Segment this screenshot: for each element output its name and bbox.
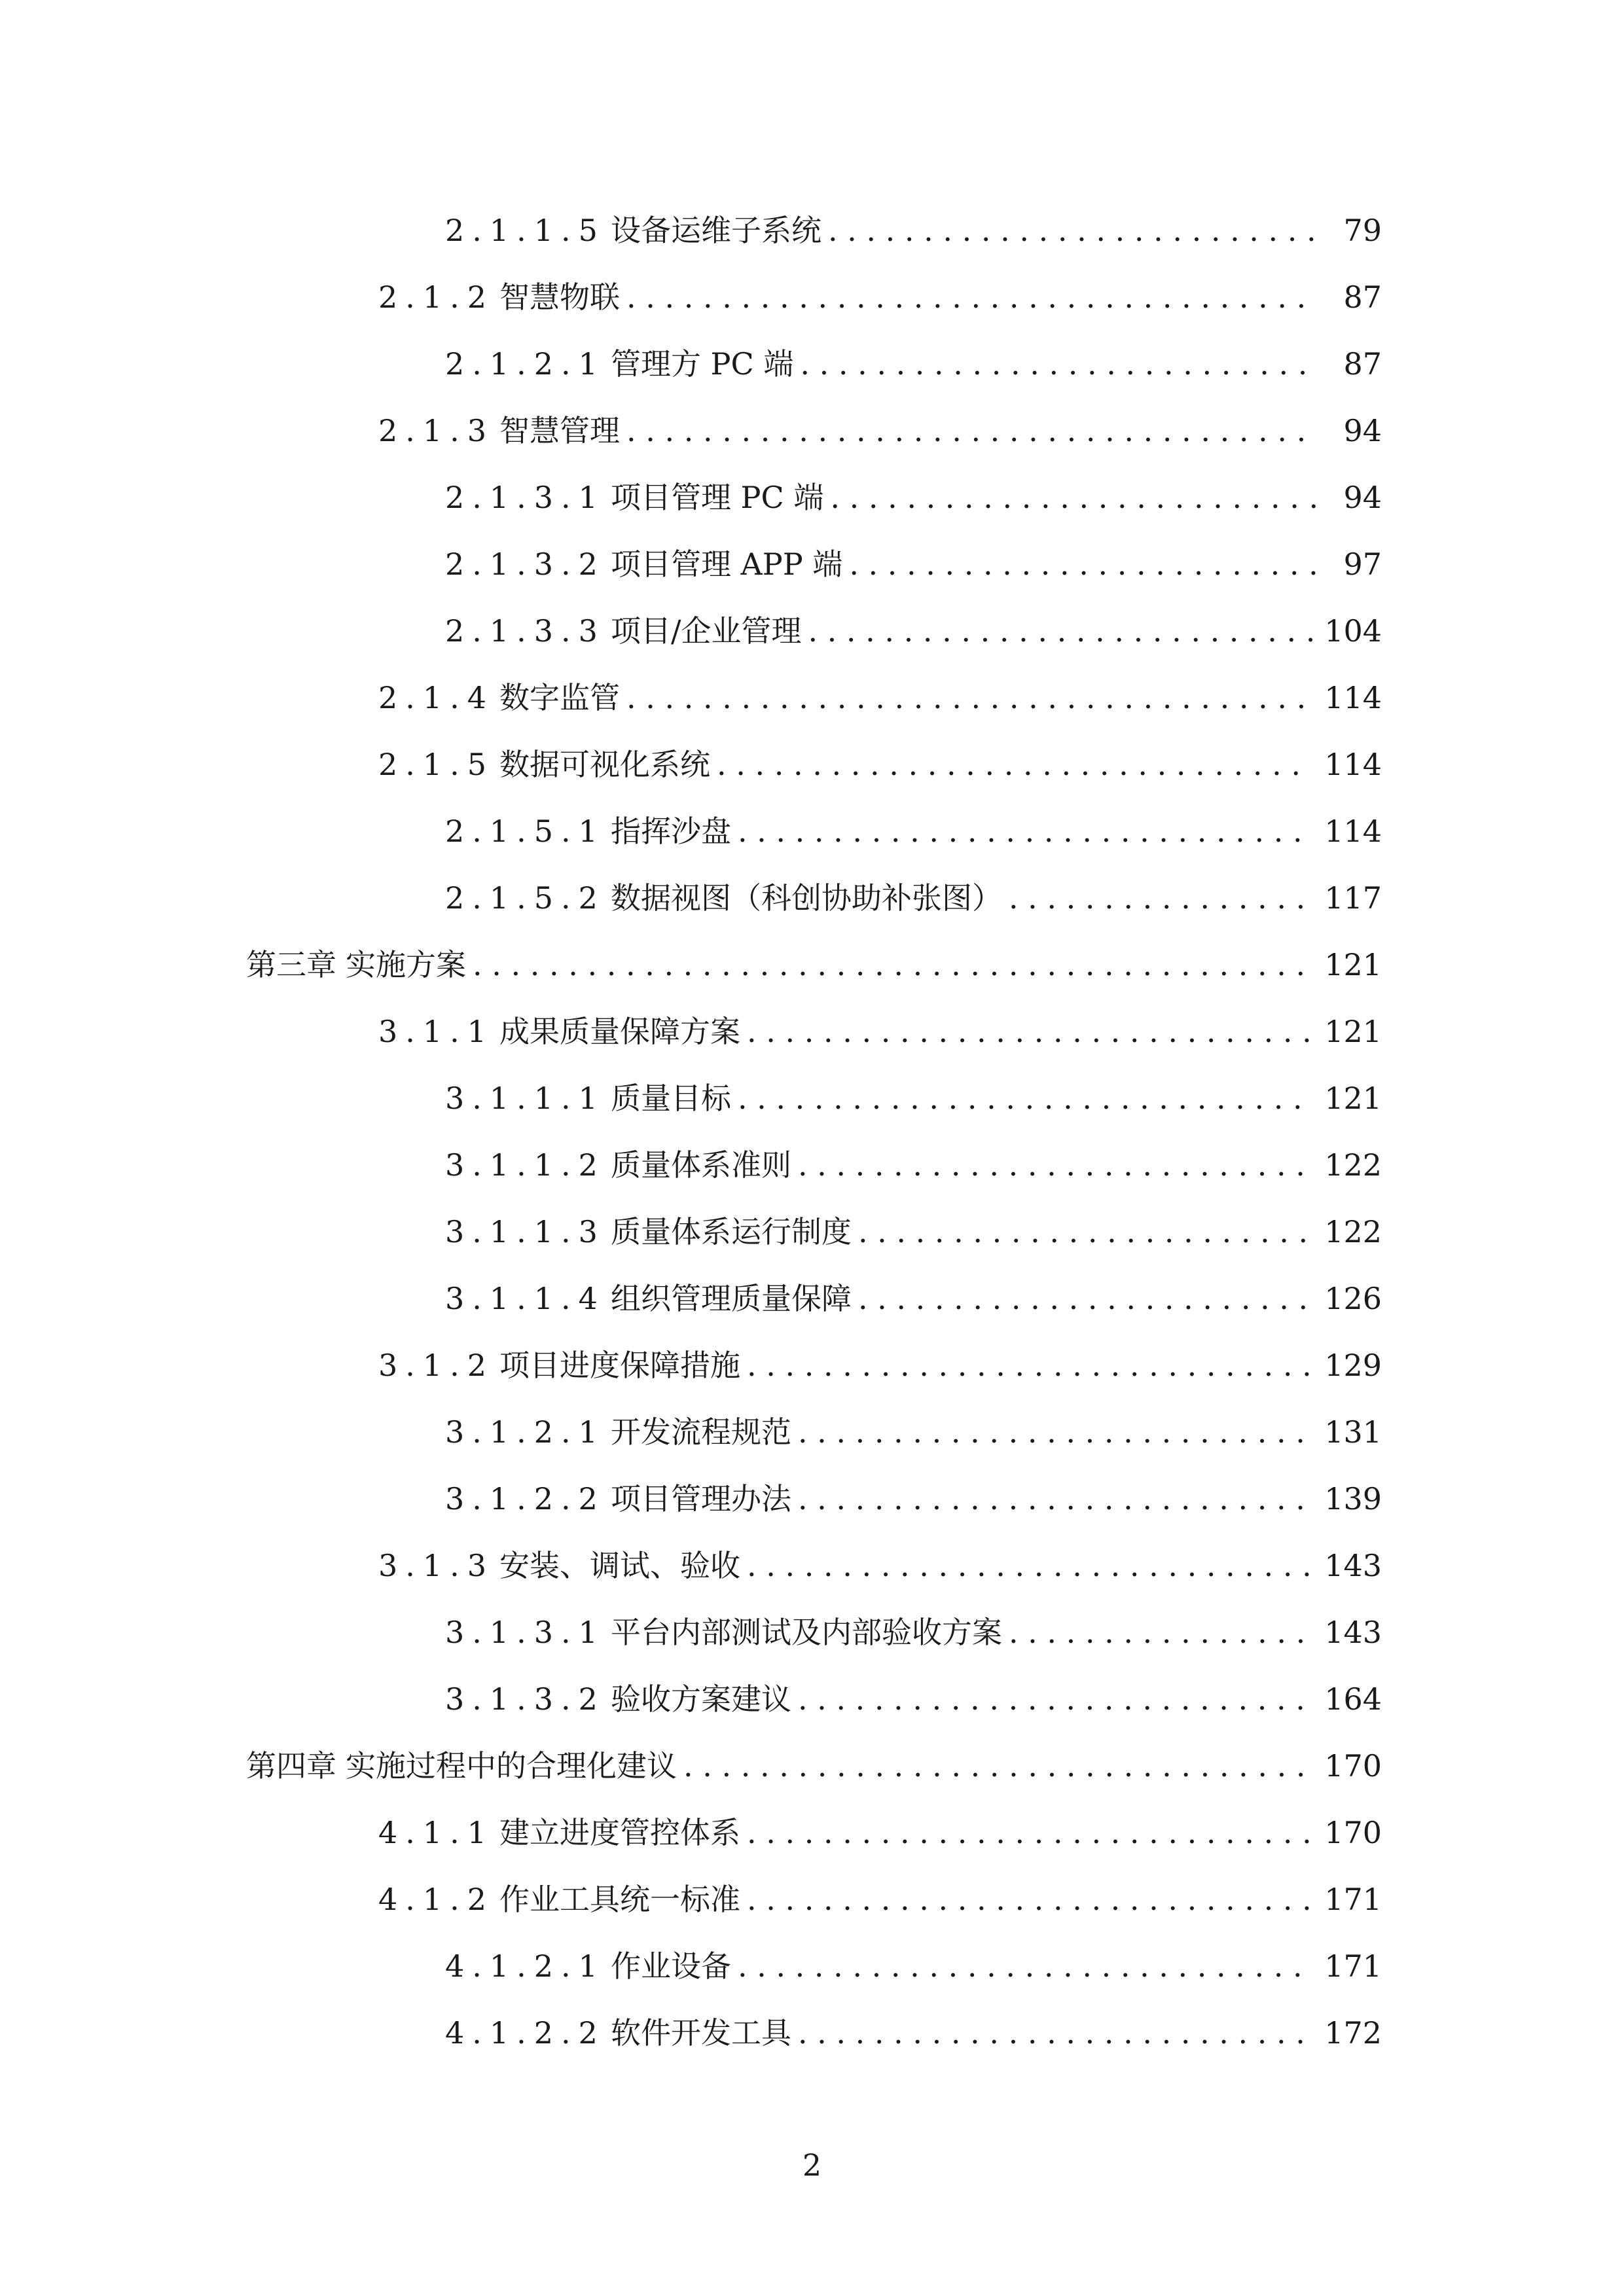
- toc-entry-page: 87: [1343, 346, 1382, 382]
- toc-entry-title: 管理方 PC 端: [610, 346, 794, 382]
- toc-entry-title: 组织管理质量保障: [610, 1281, 852, 1316]
- toc-entry-page: 97: [1343, 547, 1382, 582]
- toc-entry-page: 79: [1343, 213, 1382, 248]
- toc-entry-number: 2.1.3: [378, 413, 495, 448]
- toc-entry-number: 2.1.3.2: [445, 547, 605, 582]
- toc-dot-leader: [858, 1275, 1312, 1322]
- toc-entry-page: 104: [1324, 613, 1382, 649]
- toc-entry[interactable]: [378, 1008, 1382, 1055]
- toc-dot-leader: [626, 674, 1312, 721]
- toc-entry-number: 4.1.2: [378, 1882, 495, 1917]
- toc-entry-title: 质量目标: [610, 1081, 731, 1116]
- toc-entry[interactable]: [378, 1342, 1382, 1389]
- toc-entry-number: 2.1.5.2: [445, 880, 605, 916]
- toc-entry-title: 项目管理 APP 端: [610, 547, 843, 582]
- toc-entry-number: 3.1.2.1: [445, 1414, 605, 1450]
- toc-dot-leader: [830, 474, 1318, 521]
- toc-entry-page: 164: [1324, 1681, 1382, 1717]
- toc-entry-number: 2.1.3.1: [445, 480, 605, 515]
- toc-dot-leader: [626, 407, 1318, 454]
- toc-entry-page: 126: [1324, 1281, 1382, 1316]
- toc-entry-number: 3.1.3.1: [445, 1615, 605, 1650]
- toc-entry-number: 3.1.3: [378, 1548, 495, 1583]
- toc-entry-page: 114: [1324, 814, 1382, 849]
- toc-dot-leader: [798, 1408, 1312, 1456]
- toc-entry[interactable]: [445, 1208, 1382, 1255]
- toc-dot-leader: [738, 1943, 1312, 1990]
- toc-entry-title: 成果质量保障方案: [499, 1014, 741, 1049]
- toc-entry-number: 4.1.1: [378, 1815, 495, 1850]
- toc-entry[interactable]: [378, 741, 1382, 788]
- toc-entry-number: 2.1.2.1: [445, 346, 605, 382]
- toc-entry[interactable]: [445, 474, 1382, 521]
- toc-entry-title: 项目管理 PC 端: [610, 480, 824, 515]
- toc-entry-number: 2.1.1.5: [445, 213, 605, 248]
- toc-entry-title: 智慧管理: [499, 413, 621, 448]
- toc-entry-title: 安装、调试、验收: [499, 1548, 741, 1583]
- toc-dot-leader: [683, 1742, 1312, 1789]
- toc-entry[interactable]: [445, 207, 1382, 254]
- toc-entry-number: 3.1.2.2: [445, 1481, 605, 1516]
- toc-entry-number: 3.1.1.2: [445, 1147, 605, 1183]
- toc-entry-number: 2.1.4: [378, 680, 495, 715]
- toc-dot-leader: [747, 1542, 1312, 1589]
- toc-entry[interactable]: [445, 1475, 1382, 1522]
- toc-entry-number: 2.1.2: [378, 279, 495, 315]
- toc-entry-number: 4.1.2.1: [445, 1948, 605, 1984]
- toc-entry-number: 3.1.2: [378, 1348, 495, 1383]
- toc-entry[interactable]: [445, 2009, 1382, 2056]
- toc-entry-title: 智慧物联: [499, 279, 621, 315]
- toc-entry-page: 87: [1343, 279, 1382, 315]
- toc-entry-page: 121: [1324, 1081, 1382, 1116]
- toc-dot-leader: [849, 541, 1318, 588]
- toc-entry-page: 143: [1324, 1615, 1382, 1650]
- toc-entry-title: 作业设备: [610, 1948, 731, 1984]
- toc-entry-title: 建立进度管控体系: [499, 1815, 741, 1850]
- toc-entry-number: 第四章: [246, 1748, 336, 1784]
- toc-dot-leader: [747, 1342, 1312, 1389]
- toc-entry-page: 94: [1343, 413, 1382, 448]
- toc-dot-leader: [747, 1008, 1312, 1055]
- toc-entry-number: 4.1.2.2: [445, 2015, 605, 2051]
- toc-entry[interactable]: [378, 674, 1382, 721]
- toc-entry-title: 质量体系运行制度: [610, 1214, 852, 1249]
- toc-dot-leader: [798, 1475, 1312, 1522]
- toc-entry-number: 3.1.1: [378, 1014, 495, 1049]
- toc-entry-title: 开发流程规范: [610, 1414, 791, 1450]
- toc-dot-leader: [808, 607, 1312, 655]
- toc-entry[interactable]: [378, 1809, 1382, 1856]
- toc-entry[interactable]: [378, 407, 1382, 454]
- toc-entry-title: 项目/企业管理: [610, 613, 802, 649]
- toc-entry[interactable]: [378, 274, 1382, 321]
- toc-entry-page: 131: [1324, 1414, 1382, 1450]
- toc-entry-page: 94: [1343, 480, 1382, 515]
- toc-entry-number: 3.1.1.3: [445, 1214, 605, 1249]
- toc-entry[interactable]: [445, 1408, 1382, 1456]
- toc-entry-title: 实施方案: [346, 947, 466, 982]
- toc-entry-page: 172: [1324, 2015, 1382, 2051]
- toc-entry[interactable]: [378, 1542, 1382, 1589]
- toc-entry-number: 3.1.1.4: [445, 1281, 605, 1316]
- toc-dot-leader: [626, 274, 1318, 321]
- toc-entry-page: 171: [1324, 1948, 1382, 1984]
- toc-entry[interactable]: [445, 874, 1382, 922]
- toc-entry-title: 质量体系准则: [610, 1147, 791, 1183]
- toc-entry[interactable]: [445, 1609, 1382, 1656]
- toc-dot-leader: [747, 1876, 1312, 1923]
- toc-entry-page: 122: [1324, 1214, 1382, 1249]
- toc-entry-title: 项目进度保障措施: [499, 1348, 741, 1383]
- toc-dot-leader: [800, 340, 1318, 387]
- toc-dot-leader: [738, 1075, 1312, 1122]
- toc-entry[interactable]: [445, 1943, 1382, 1990]
- toc-entry-number: 3.1.1.1: [445, 1081, 605, 1116]
- toc-entry-title: 数据视图（科创协助补张图）: [610, 880, 1002, 916]
- toc-dot-leader: [717, 741, 1312, 788]
- toc-entry-page: 122: [1324, 1147, 1382, 1183]
- toc-entry[interactable]: [445, 1075, 1382, 1122]
- toc-entry-number: 第三章: [246, 947, 336, 982]
- toc-entry-number: 2.1.3.3: [445, 613, 605, 649]
- toc-entry[interactable]: [445, 1676, 1382, 1723]
- toc-dot-leader: [747, 1809, 1312, 1856]
- toc-entry-page: 114: [1324, 747, 1382, 782]
- toc-dot-leader: [798, 1676, 1312, 1723]
- toc-entry-title: 作业工具统一标准: [499, 1882, 741, 1917]
- toc-entry[interactable]: [445, 541, 1382, 588]
- toc-entry-title: 实施过程中的合理化建议: [346, 1748, 677, 1784]
- toc-entry[interactable]: [445, 808, 1382, 855]
- toc-entry-chapter[interactable]: [246, 941, 1382, 988]
- toc-entry-page: 121: [1324, 947, 1382, 982]
- toc-entry-page: 129: [1324, 1348, 1382, 1383]
- toc-dot-leader: [828, 207, 1318, 254]
- toc-entry[interactable]: [378, 1876, 1382, 1923]
- toc-entry-number: 3.1.3.2: [445, 1681, 605, 1717]
- toc-entry-title: 数据可视化系统: [499, 747, 711, 782]
- toc-entry[interactable]: [445, 607, 1382, 655]
- toc-entry-page: 170: [1324, 1748, 1382, 1784]
- toc-dot-leader: [738, 808, 1312, 855]
- toc-entry-number: 2.1.5.1: [445, 814, 605, 849]
- toc-dot-leader: [1009, 1609, 1312, 1656]
- toc-entry[interactable]: [445, 1141, 1382, 1189]
- toc-entry-page: 121: [1324, 1014, 1382, 1049]
- toc-dot-leader: [473, 941, 1312, 988]
- toc-dot-leader: [798, 2009, 1312, 2056]
- toc-entry-page: 143: [1324, 1548, 1382, 1583]
- toc-entry-chapter[interactable]: [246, 1742, 1382, 1789]
- toc-entry-title: 平台内部测试及内部验收方案: [610, 1615, 1002, 1650]
- toc-entry-number: 2.1.5: [378, 747, 495, 782]
- toc-entry-page: 114: [1324, 680, 1382, 715]
- toc-entry-title: 指挥沙盘: [610, 814, 731, 849]
- toc-entry-title: 软件开发工具: [610, 2015, 791, 2051]
- toc-entry-page: 117: [1324, 880, 1382, 916]
- toc-entry-title: 设备运维子系统: [610, 213, 821, 248]
- toc-dot-leader: [1009, 874, 1312, 922]
- toc-entry-title: 验收方案建议: [610, 1681, 791, 1717]
- toc-dot-leader: [798, 1141, 1312, 1189]
- toc-entry-page: 170: [1324, 1815, 1382, 1850]
- toc-entry[interactable]: [445, 340, 1382, 387]
- toc-entry-title: 数字监管: [499, 680, 621, 715]
- toc-dot-leader: [858, 1208, 1312, 1255]
- toc-entry-title: 项目管理办法: [610, 1481, 791, 1516]
- toc-entry-page: 171: [1324, 1882, 1382, 1917]
- toc-entry[interactable]: [445, 1275, 1382, 1322]
- toc-entry-page: 139: [1324, 1481, 1382, 1516]
- page-number: 2: [802, 2147, 822, 2183]
